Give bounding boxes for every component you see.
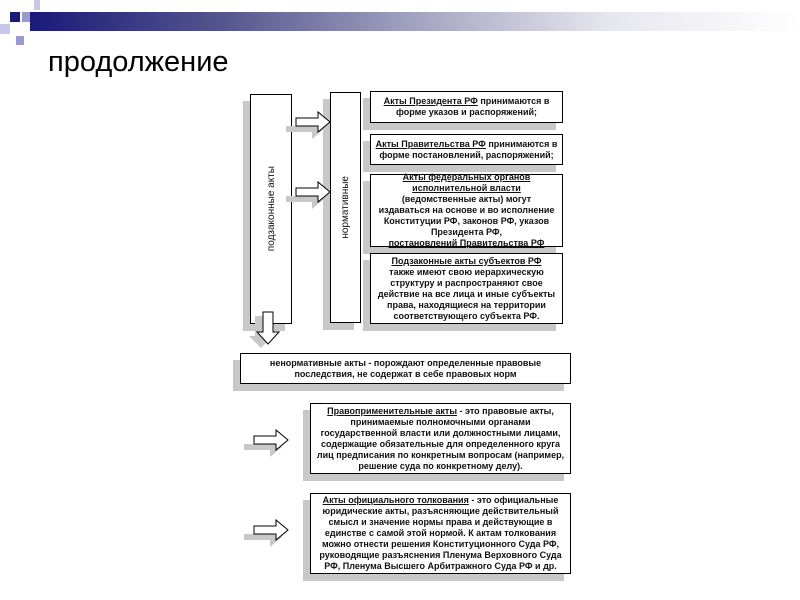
government-acts-box [370, 134, 563, 165]
box-text: - это правовые акты, принимаемые полномочными органами государственной власти или должностными лицами, содержащие обязательные для определенного круга лиц предписания по конкретным вопросам (например, решение суда по конкретному делу). [316, 405, 565, 471]
box-heading: Акты федеральных органов исполнительной власти [402, 172, 531, 193]
page-title: продолжение [48, 46, 229, 78]
right-arrow-icon [248, 430, 290, 456]
box-text: ненормативные акты - порождают определенные правовые последствия, не содержат в себе правовых норм [269, 357, 542, 379]
box-heading: Правоприменительные акты [327, 405, 458, 416]
nonnormative-acts-box [240, 353, 571, 384]
decor-square [34, 0, 40, 10]
box-text: (ведомственные акты) могут издаваться на основе и во исполнение Конституции РФ, законов РФ, указов Президента РФ, [378, 194, 555, 237]
box-text: принимаются в форме постановлений, распоряжений; [379, 138, 558, 160]
president-acts-box [370, 91, 563, 123]
subordinate-acts-label: подзаконные акты [265, 166, 277, 252]
box-text: - это официальные юридические акты, разъясняющие действительный смысл и значение нормы права и действующие в единстве с самой этой нормой. К актам толкования можно отнести решения Конституционного Суда РФ, руководящие разъяснения Пленума Верховного Суда РФ, Пленума Высшего Арбитражного Суда РФ и др. [319, 495, 562, 571]
right-arrow-icon [248, 520, 290, 546]
federal-bodies-acts-box [370, 174, 563, 247]
decor-square [0, 24, 10, 34]
box-text: также имеют свою иерархическую структуру и распространяют свое действие на все лица и иные субъекты права, находящиеся на территории соответствующего субъекта РФ. [377, 266, 556, 321]
header-gradient-bar [30, 12, 800, 31]
subject-acts-box [370, 253, 563, 324]
interpretation-acts-box [310, 493, 571, 574]
subordinate-acts-box [250, 94, 292, 324]
enforcement-acts-box [310, 403, 571, 474]
decor-square [10, 12, 20, 22]
box-text: принимаются в форме указов и распоряжений; [395, 96, 550, 117]
decor-square [16, 36, 24, 45]
box-heading: Подзаконные акты субъектов РФ [391, 255, 542, 266]
down-arrow-icon [255, 312, 285, 348]
right-arrow-icon [290, 112, 332, 138]
right-arrow-icon [290, 182, 332, 208]
normative-box [330, 92, 361, 323]
box-heading: Акты официального толкования [322, 495, 469, 505]
box-heading: Акты Президента РФ [383, 96, 478, 106]
box-heading: Акты Правительства РФ [375, 138, 486, 149]
normative-label: нормативные [340, 176, 351, 239]
box-text-tail: постановлений Правительства РФ [388, 238, 545, 248]
